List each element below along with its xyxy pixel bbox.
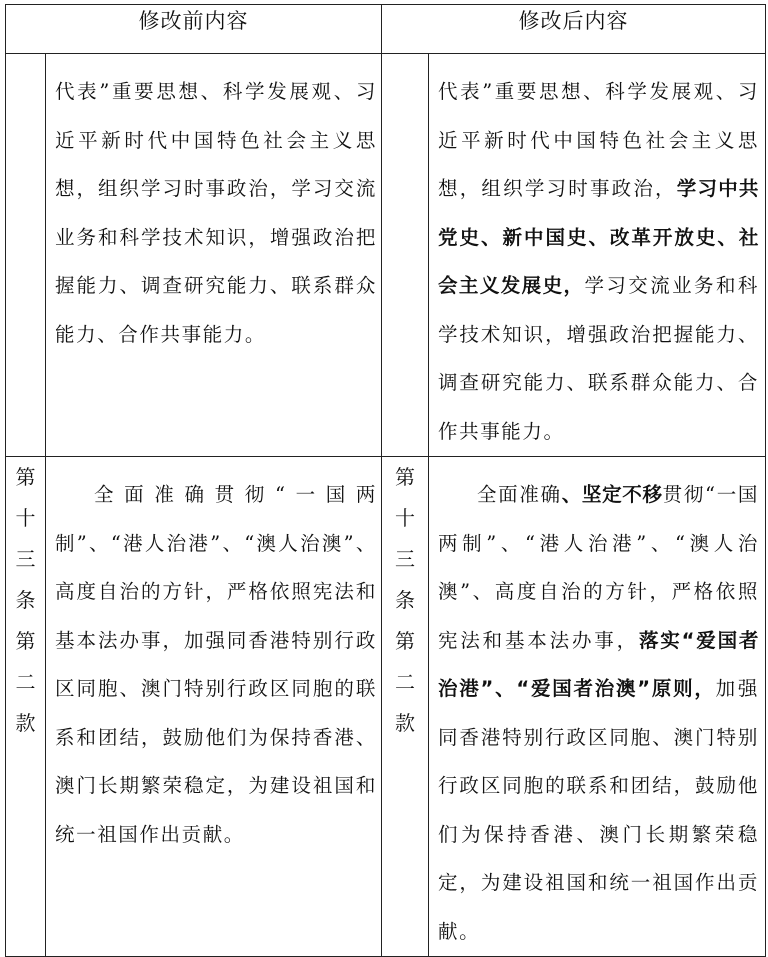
empty-label-cell-before — [6, 54, 46, 457]
row1-after-part1: 代表”重要思想、科学发展观、习近平新时代中国特色社会主义思想，组织学习时事政治， — [438, 80, 759, 200]
row2-after-part3: 加强同香港特别行政区同胞、澳门特别行政区同胞的联系和团结，鼓励他们为保持香港、澳门长期繁荣稳定，为建设祖国和统一祖国作出贡献。 — [438, 677, 759, 943]
row2-before-text: 全面准确贯彻“一国两制”、“港人治港”、“澳人治澳”、高度自治的方针，严格依照宪法和基本法办事，加强同香港特别行政区同胞、澳门特别行政区同胞的联系和团结，鼓励他们为保持香港、澳门长期繁荣稳定，为建设祖国和统一祖国作出贡献。 — [55, 483, 377, 846]
row2-after-bold2: 落实“爱国者治港”、“爱国者治澳”原则， — [438, 628, 760, 700]
row2-before-cell — [46, 457, 382, 957]
article-label-after: 第十三条第二款 — [395, 465, 415, 735]
article-label-before: 第十三条第二款 — [15, 465, 36, 735]
row2-after-part1: 全面准确 — [477, 483, 562, 506]
row2-after-part2: 贯彻“一国两制”、“港人治港”、“澳人治澳”、高度自治的方针，严格依照宪法和基本法办事， — [438, 483, 759, 652]
row1-after-part2: 学习交流业务和科学技术知识，增强政治把握能力、调查研究能力、联系群众能力、合作共事能力。 — [438, 274, 759, 443]
empty-label-cell-after — [382, 54, 429, 457]
article-label-before-cell — [6, 457, 46, 957]
amendment-comparison-table — [5, 4, 766, 957]
table-row — [6, 54, 766, 457]
row2-after-cell — [429, 457, 766, 957]
row1-after-text — [429, 54, 765, 456]
header-row — [6, 5, 766, 54]
comparison-page — [5, 4, 765, 957]
article-label-after-cell — [382, 457, 429, 957]
row1-before-text: 代表”重要思想、科学发展观、习近平新时代中国特色社会主义思想，组织学习时事政治，学习交流业务和科学技术知识，增强政治把握能力、调查研究能力、联系群众能力、合作共事能力。 — [55, 80, 377, 346]
row2-after-bold1: 、坚定不移 — [561, 483, 663, 506]
row1-after-bold: 学习中共党史、新中国史、改革开放史、社会主义发展史， — [438, 177, 759, 297]
header-after: 修改后内容 — [382, 5, 766, 54]
row1-after-cell — [429, 54, 766, 457]
row1-before-cell — [46, 54, 382, 457]
header-before: 修改前内容 — [6, 5, 382, 54]
table-row — [6, 457, 766, 957]
row2-after-text — [429, 457, 765, 956]
